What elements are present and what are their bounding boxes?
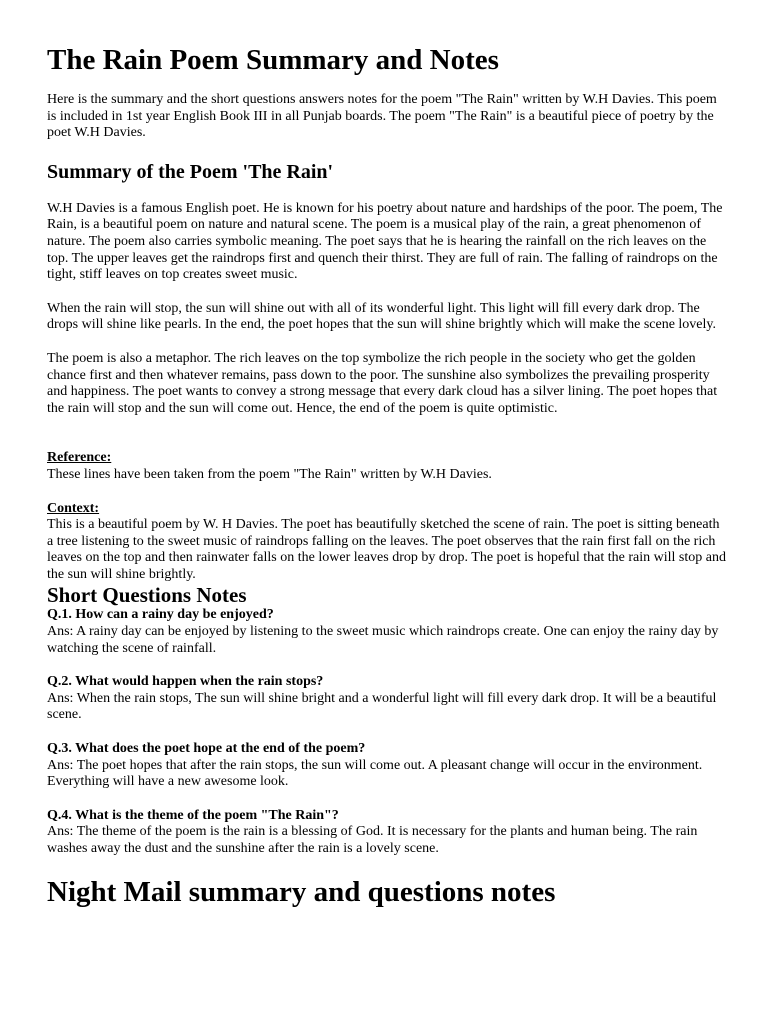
reference-text: These lines have been taken from the poem "The Rain" written by W.H Davies.: [47, 466, 492, 482]
question-text: Q.2. What would happen when the rain stops?: [47, 674, 324, 690]
context-section: [47, 501, 727, 584]
answer-text: Ans: The theme of the poem is the rain is a blessing of God. It is necessary for the plants and human being. The rain washes away the dust and the sunshine after the rain is a lovely scene.: [47, 824, 698, 856]
short-questions-heading: Short Questions Notes: [47, 583, 247, 608]
question-block-4: [47, 808, 727, 858]
question-text: Q.1. How can a rainy day be enjoyed?: [47, 607, 274, 623]
summary-paragraph-3: The poem is also a metaphor. The rich leaves on the top symbolize the rich people in the society who get the golden chance first and then whatever remains, pass down to the poor. The sunshine also symbolizes the prevailing prosperity and happiness. The poet wants to convey a strong message that every dark cloud has a silver lining. The poet hopes that the rain will stop and the sun will come out. Hence, the end of the poem is quite optimistic.: [47, 350, 718, 416]
reference-section: [47, 450, 727, 483]
question-text: Q.3. What does the poet hope at the end of the poem?: [47, 741, 366, 757]
context-label: Context:: [47, 500, 100, 516]
question-text: Q.4. What is the theme of the poem "The Rain"?: [47, 807, 339, 823]
answer-text: Ans: A rainy day can be enjoyed by listening to the sweet music which raindrops create. One can enjoy the rainy day by watching the scene of rainfall.: [47, 624, 719, 656]
context-text: This is a beautiful poem by W. H Davies. The poet has beautifully sketched the scene of rain. The poet is sitting beneath a tree listening to the sweet music of raindrops falling on the leaves. The poet observes that the rain first fall on the rich leaves on the top and then rainwater falls on the lower leaves drop by drop. The poet is hopeful that the rain will stop and the sun will shine brightly.: [47, 517, 726, 582]
intro-paragraph: Here is the summary and the short questions answers notes for the poem "The Rain" written by W.H Davies. This poem is included in 1st year English Book III in all Punjab boards. The poem "The Rain" is a beautiful piece of poetry by the poet W.H Davies.: [47, 92, 717, 141]
answer-text: Ans: The poet hopes that after the rain stops, the sun will come out. A pleasant change will occur in the environment. Everything will have a new awesome look.: [47, 757, 703, 790]
summary-paragraph-1: W.H Davies is a famous English poet. He is known for his poetry about nature and hardships of the poor. The poem, The Rain, is a beautiful poem on nature and natural scene. The poem is a musical play of the rain, a great phenomenon of nature. The poem also carries symbolic meaning. The poet says that he is hearing the rainfall on the rich leaves on the top. The upper leaves get the raindrops first and quench their thirst. They are full of rain. The falling of raindrops on the tight, stiff leaves on top creates sweet music.: [47, 200, 723, 283]
question-block-1: [47, 607, 727, 657]
question-block-2: [47, 674, 727, 724]
summary-paragraph-2: When the rain will stop, the sun will shine out with all of its wonderful light. This light will fill every dark drop. The drops will shine like pearls. In the end, the poet hopes that the sun will shine brightly which will make the scene lovely.: [47, 300, 717, 333]
summary-heading: Summary of the Poem 'The Rain': [47, 160, 334, 183]
question-block-3: [47, 741, 727, 791]
reference-label: Reference:: [47, 450, 112, 466]
next-section-title: Night Mail summary and questions notes: [47, 875, 556, 908]
page-title: The Rain Poem Summary and Notes: [47, 44, 499, 76]
answer-text: Ans: When the rain stops, The sun will shine bright and a wonderful light will fill every dark drop. It will be a beautiful scene.: [47, 690, 717, 723]
document-page: [47, 40, 727, 912]
